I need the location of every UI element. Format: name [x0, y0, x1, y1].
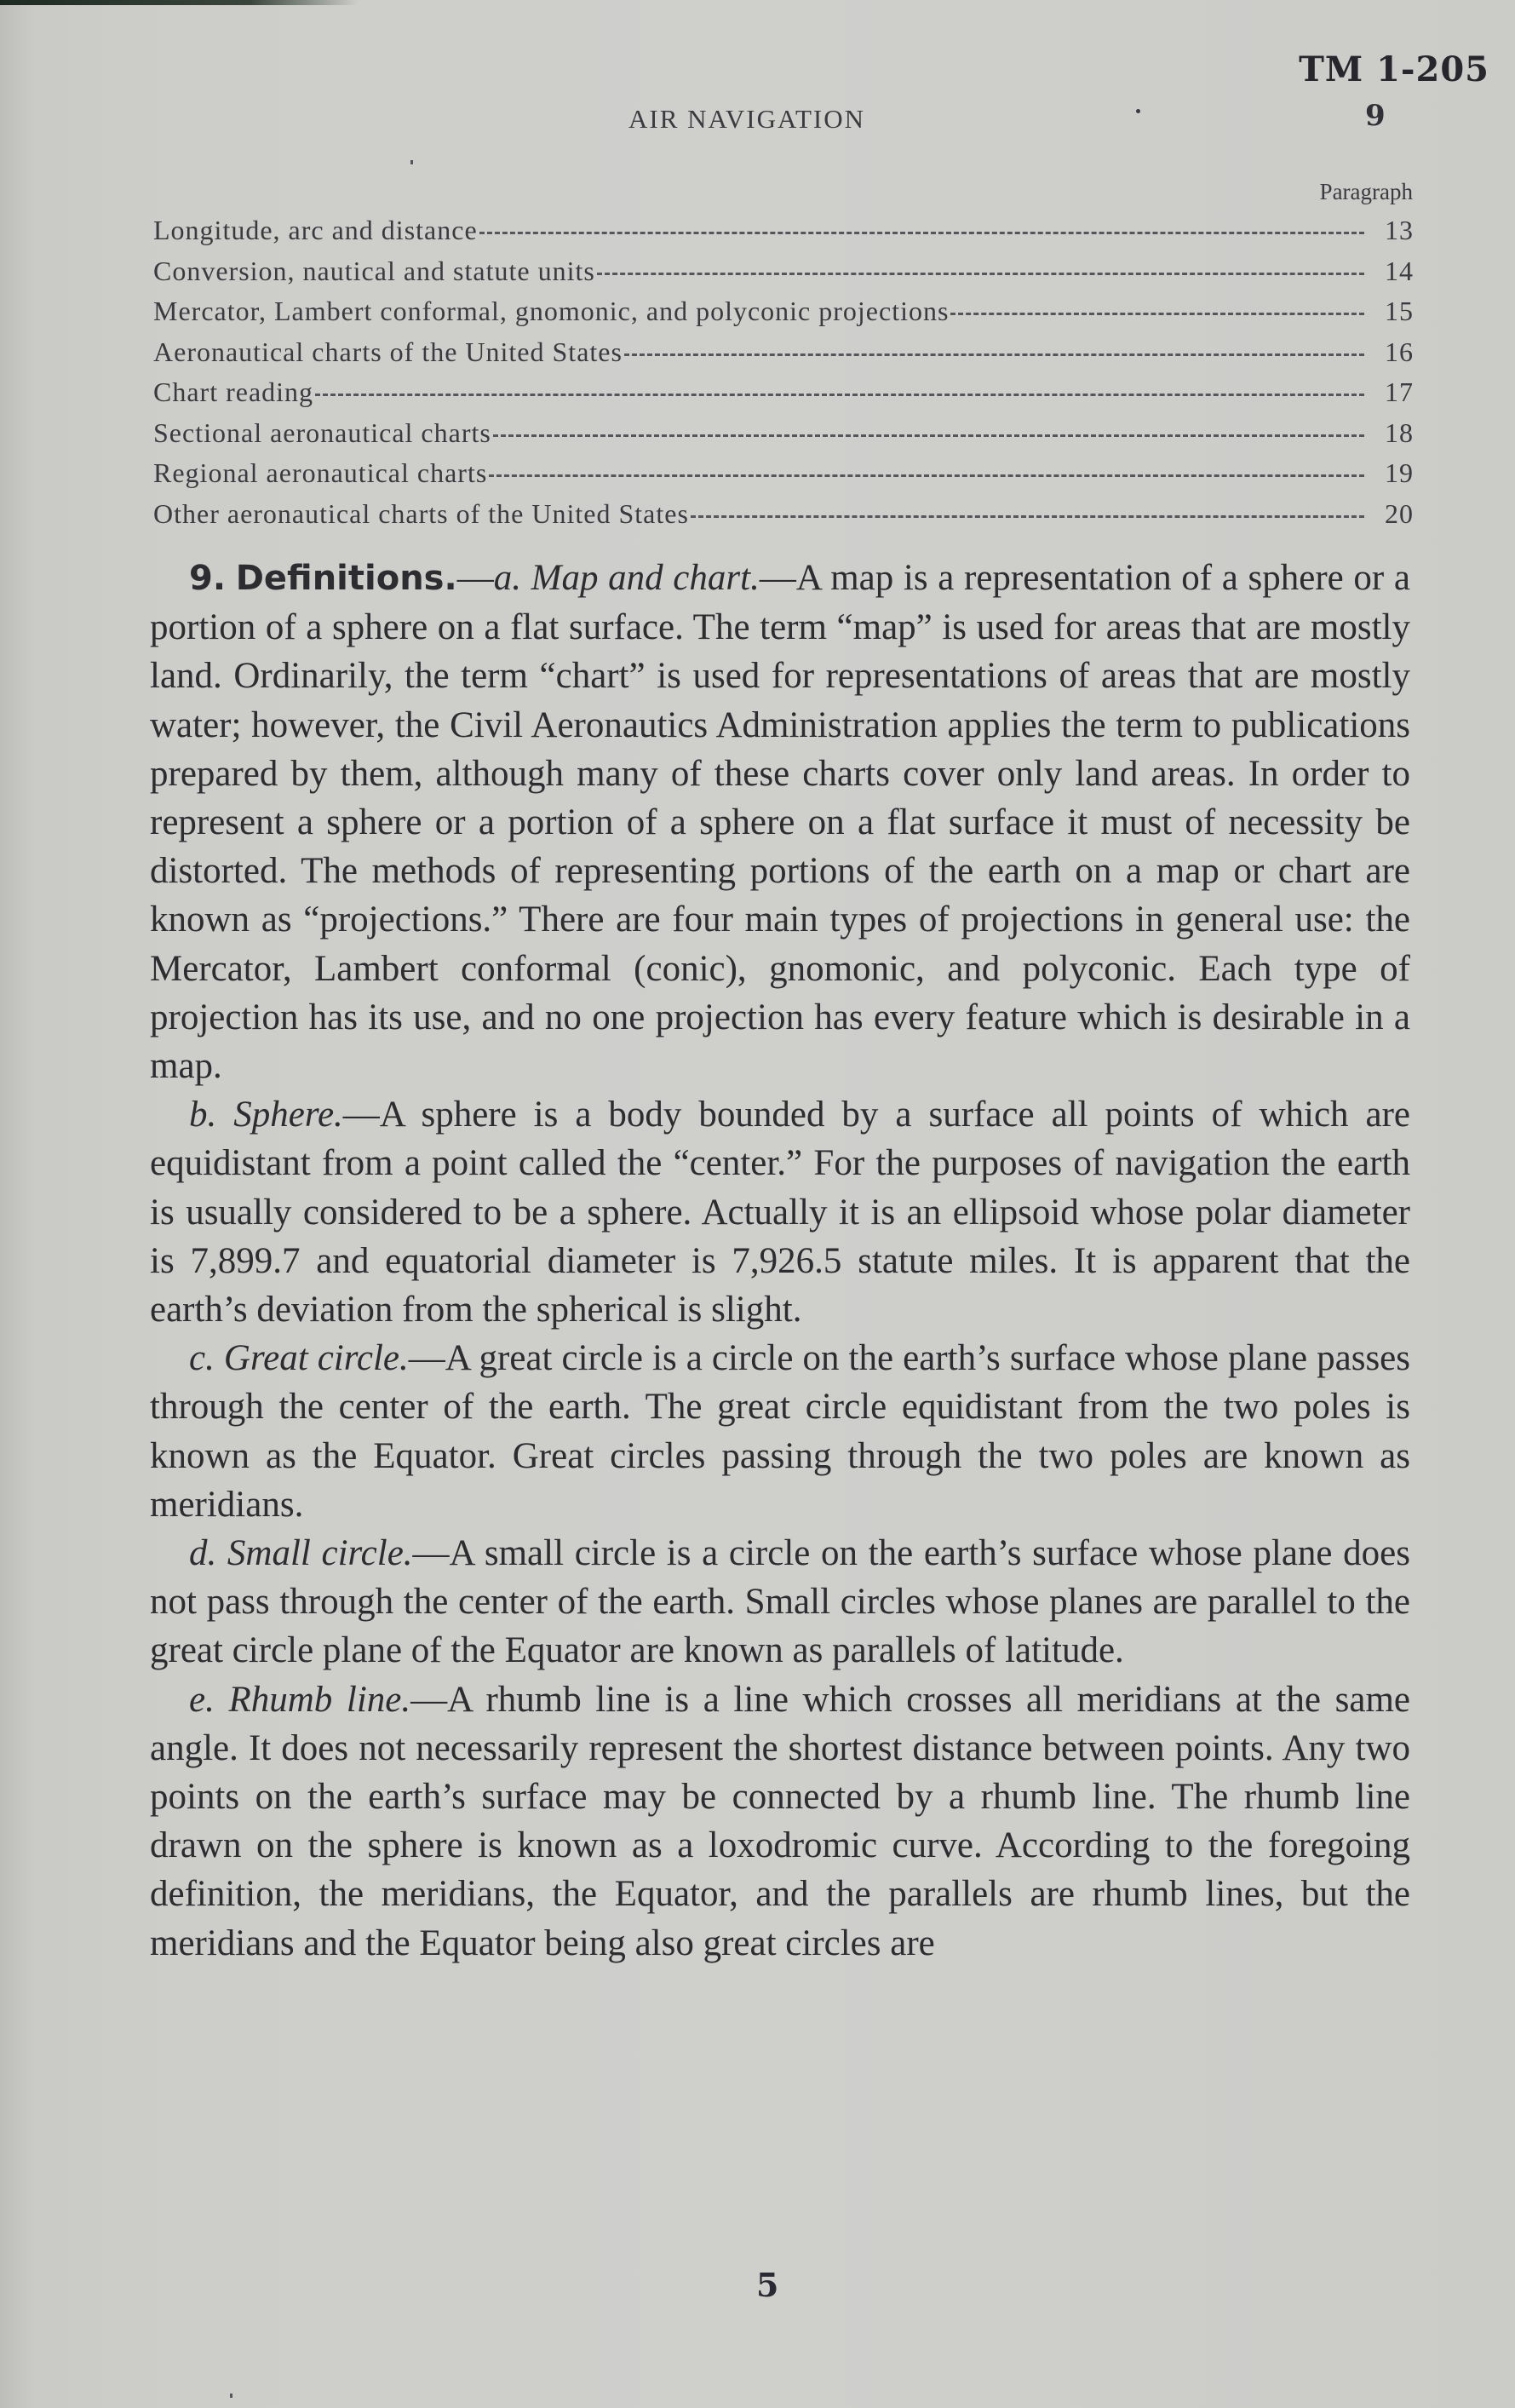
toc-label: Aeronautical charts of the United States: [153, 336, 623, 367]
dot-leader: [479, 232, 1364, 234]
subsection-title: Map and chart.: [531, 558, 760, 598]
subsection-label: e.: [189, 1679, 215, 1720]
print-speck: [230, 2394, 232, 2398]
subsection-label: d.: [189, 1533, 217, 1574]
toc-label: Conversion, nautical and statute units: [153, 255, 595, 286]
subsection-label: b.: [189, 1095, 217, 1135]
page-edge-shadow: [0, 0, 358, 5]
dot-leader: [597, 273, 1364, 275]
toc-label: Regional aeronautical charts: [153, 457, 488, 488]
subsection-title: Small circle.: [227, 1533, 413, 1574]
dot-leader: [489, 474, 1364, 477]
toc-row: [153, 215, 1414, 256]
definition-great-circle: c. Great circle.—A great circle is a circle on the earth’s surface whose plane passes through the center of the earth. The great circle equidistant from the two poles is known as the Equator. Great circles passing through the two poles are known as meridians.: [150, 1338, 1411, 1525]
subsection-label: a.: [493, 558, 521, 598]
subsection-text: A rhumb line is a line which crosses all meridians at the same angle. It does not necessarily represent the shortest distance between points. Any two points on the earth’s surface may be connected by a rhumb line. The rhumb line drawn on the sphere is known as a loxodromic curve. According to the foregoing definition, the meridians, the Equator, and the parallels are rhumb lines, but the meridians and the Equator being also great circles are: [150, 1679, 1410, 1963]
toc-paragraph-number: 18: [1385, 417, 1414, 448]
print-speck: [410, 160, 413, 164]
dot-leader: [315, 394, 1364, 396]
subsection-text: A great circle is a circle on the earth’s surface whose plane passes through the center of the earth. The great circle equidistant from the two poles is known as the Equator. Great circles passing through the two poles are known as meridians.: [150, 1338, 1411, 1525]
toc-label: Chart reading: [153, 376, 314, 407]
toc-row: [153, 336, 1414, 377]
definition-sphere: b. Sphere.—A sphere is a body bounded by a surface all points of which are equidistant from a point called the “center.” For the purposes of navigation the earth is usually considered to be a sphere. Actually it is an ellipsoid whose polar diameter is 7,899.7 and equatorial diameter is 7,926.5 statute miles. It is apparent that the earth’s deviation from the spherical is slight.: [150, 1095, 1410, 1330]
toc-paragraph-number: 19: [1385, 457, 1414, 488]
page-number: 5: [756, 2266, 779, 2304]
table-of-contents: [153, 215, 1414, 538]
subsection-label: c.: [189, 1338, 215, 1379]
toc-row: [153, 417, 1414, 458]
subsection-text: A sphere is a body bounded by a surface all points of which are equidistant from a point called the “center.” For the purposes of navigation the earth is usually considered to be a sphere. Actually it is an ellipsoid whose polar diameter is 7,899.7 and equatorial diameter is 7,926.5 statute miles. It is apparent that the earth’s deviation from the spherical is slight.: [150, 1095, 1410, 1330]
dot-leader: [691, 515, 1364, 518]
section-paragraph-number: 9: [1365, 99, 1386, 133]
toc-paragraph-number: 20: [1385, 497, 1414, 529]
subsection-text: A small circle is a circle on the earth’s surface whose plane does not pass through the center of the earth. Small circles whose planes are parallel to the great circle plane of the Equator are known as parallels of latitude.: [150, 1533, 1410, 1671]
dot-leader: [493, 434, 1364, 437]
toc-row: [153, 498, 1414, 539]
subsection-title: Sphere.: [233, 1095, 343, 1135]
toc-row: [153, 457, 1414, 498]
toc-row: [153, 376, 1414, 417]
document-number: TM 1-205: [1299, 49, 1489, 89]
body-text: [150, 554, 1410, 1968]
subsection-title: Rhumb line.: [228, 1679, 411, 1720]
toc-paragraph-number: 16: [1385, 336, 1414, 367]
toc-label: Longitude, arc and distance: [153, 215, 478, 245]
dot-leader: [950, 313, 1364, 315]
toc-row: [153, 256, 1414, 296]
toc-paragraph-number: 17: [1385, 376, 1414, 407]
dot-leader: [624, 353, 1364, 356]
toc-paragraph-number: 13: [1385, 215, 1414, 245]
paragraph-title: Definitions.: [235, 559, 457, 598]
toc-row: [153, 296, 1414, 336]
toc-label: Other aeronautical charts of the United States: [153, 497, 689, 529]
paragraph-number: 9.: [189, 559, 227, 598]
toc-paragraph-number: 15: [1385, 296, 1414, 326]
running-title: AIR NAVIGATION: [628, 104, 865, 134]
definition-map-and-chart: 9. Definitions.—a. Map and chart.—A map is a representation of a sphere or a portion of a sphere on a flat surface. The term “map” is used for areas that are mostly land. Ordinarily, the term “chart” is used for representations of areas that are mostly water; however, the Civil Aeronautics Administration applies the term to publications prepared by them, although many of these charts cover only land areas. In order to represent a sphere or a portion of a sphere on a flat surface it must of necessity be distorted. The methods of representing portions of the earth on a map or chart are known as “projections.” There are four main types of projections in general use: the Mercator, Lambert conformal (conic), gnomonic, and polyconic. Each type of projection has its use, and no one projection has every feature which is desirable in a map.: [150, 558, 1411, 1087]
definition-small-circle: d. Small circle.—A small circle is a circle on the earth’s surface whose plane does not pass through the center of the earth. Small circles whose planes are parallel to the great circle plane of the Equator are known as parallels of latitude.: [150, 1533, 1410, 1671]
toc-label: Sectional aeronautical charts: [153, 417, 491, 448]
subsection-title: Great circle.: [223, 1338, 409, 1379]
definition-rhumb-line: e. Rhumb line.—A rhumb line is a line which crosses all meridians at the same angle. It does not necessarily represent the shortest distance between points. Any two points on the earth’s surface may be connected by a rhumb line. The rhumb line drawn on the sphere is known as a loxodromic curve. According to the foregoing definition, the meridians, the Equator, and the parallels are rhumb lines, but the meridians and the Equator being also great circles are: [150, 1679, 1410, 1963]
toc-paragraph-number: 14: [1385, 255, 1414, 286]
print-speck: [1136, 109, 1140, 113]
toc-column-header: Paragraph: [1319, 179, 1413, 204]
toc-label: Mercator, Lambert conformal, gnomonic, and polyconic projections: [153, 296, 950, 326]
subsection-text: A map is a representation of a sphere or a portion of a sphere on a flat surface. The term “map” is used for areas that are mostly land. Ordinarily, the term “chart” is used for representations of areas that are mostly water; however, the Civil Aeronautics Administration applies the term to publications prepared by them, although many of these charts cover only land areas. In order to represent a sphere or a portion of a sphere on a flat surface it must of necessity be distorted. The methods of representing portions of the earth on a map or chart are known as “projections.” There are four main types of projections in general use: the Mercator, Lambert conformal (conic), gnomonic, and polyconic. Each type of projection has its use, and no one projection has every feature which is desirable in a map.: [150, 558, 1411, 1087]
